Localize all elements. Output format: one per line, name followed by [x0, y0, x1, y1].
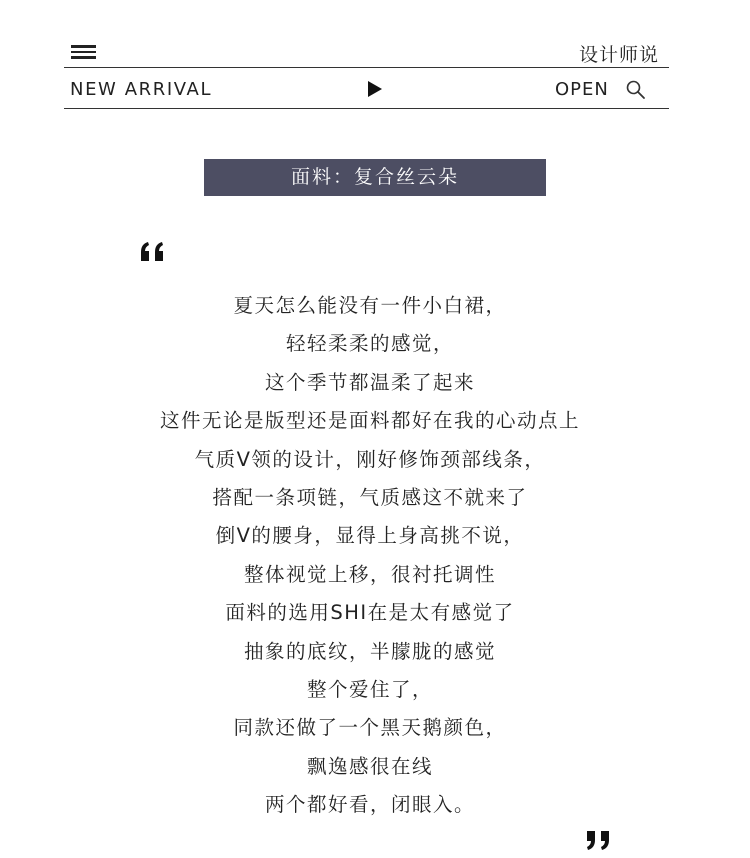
search-icon[interactable] [626, 80, 646, 100]
quote-line: 整体视觉上移，很衬托调性 [243, 562, 496, 586]
header-divider-bottom [64, 108, 669, 109]
close-quote-icon [584, 830, 614, 850]
new-arrival-label[interactable]: NEW ARRIVAL [70, 79, 213, 100]
open-button[interactable]: OPEN [555, 79, 609, 100]
quote-line: 飘逸感很在线 [306, 754, 433, 778]
hamburger-menu-icon[interactable] [71, 45, 96, 59]
designer-quote-text [0, 288, 740, 825]
quote-line: 两个都好看，闭眼入。 [264, 793, 475, 817]
quote-line: 倒V的腰身，显得上身高挑不说， [215, 524, 525, 548]
quote-line: 这个季节都温柔了起来 [264, 370, 475, 394]
quote-line: 同款还做了一个黑天鹅颜色， [233, 716, 507, 740]
quote-line: 气质V领的设计，刚好修饰颈部线条， [194, 447, 546, 471]
top-bar [64, 38, 669, 68]
quote-line: 整个爱住了， [306, 677, 433, 701]
quote-line: 面料的选用SHI在是太有感觉了 [225, 601, 515, 625]
quote-line: 轻轻柔柔的感觉， [285, 332, 454, 356]
nav-bar [64, 68, 669, 108]
quote-line: 抽象的底纹，半朦胧的感觉 [243, 639, 496, 663]
open-quote-icon [138, 242, 168, 262]
quote-line: 夏天怎么能没有一件小白裙， [233, 294, 507, 317]
brand-title: 设计师说 [578, 44, 659, 66]
quote-line: 搭配一条项链，气质感这不就来了 [212, 485, 528, 509]
fabric-banner: 面料：复合丝云朵 [204, 159, 546, 196]
quote-line: 这件无论是版型还是面料都好在我的心动点上 [159, 409, 580, 433]
play-icon[interactable] [368, 81, 382, 97]
